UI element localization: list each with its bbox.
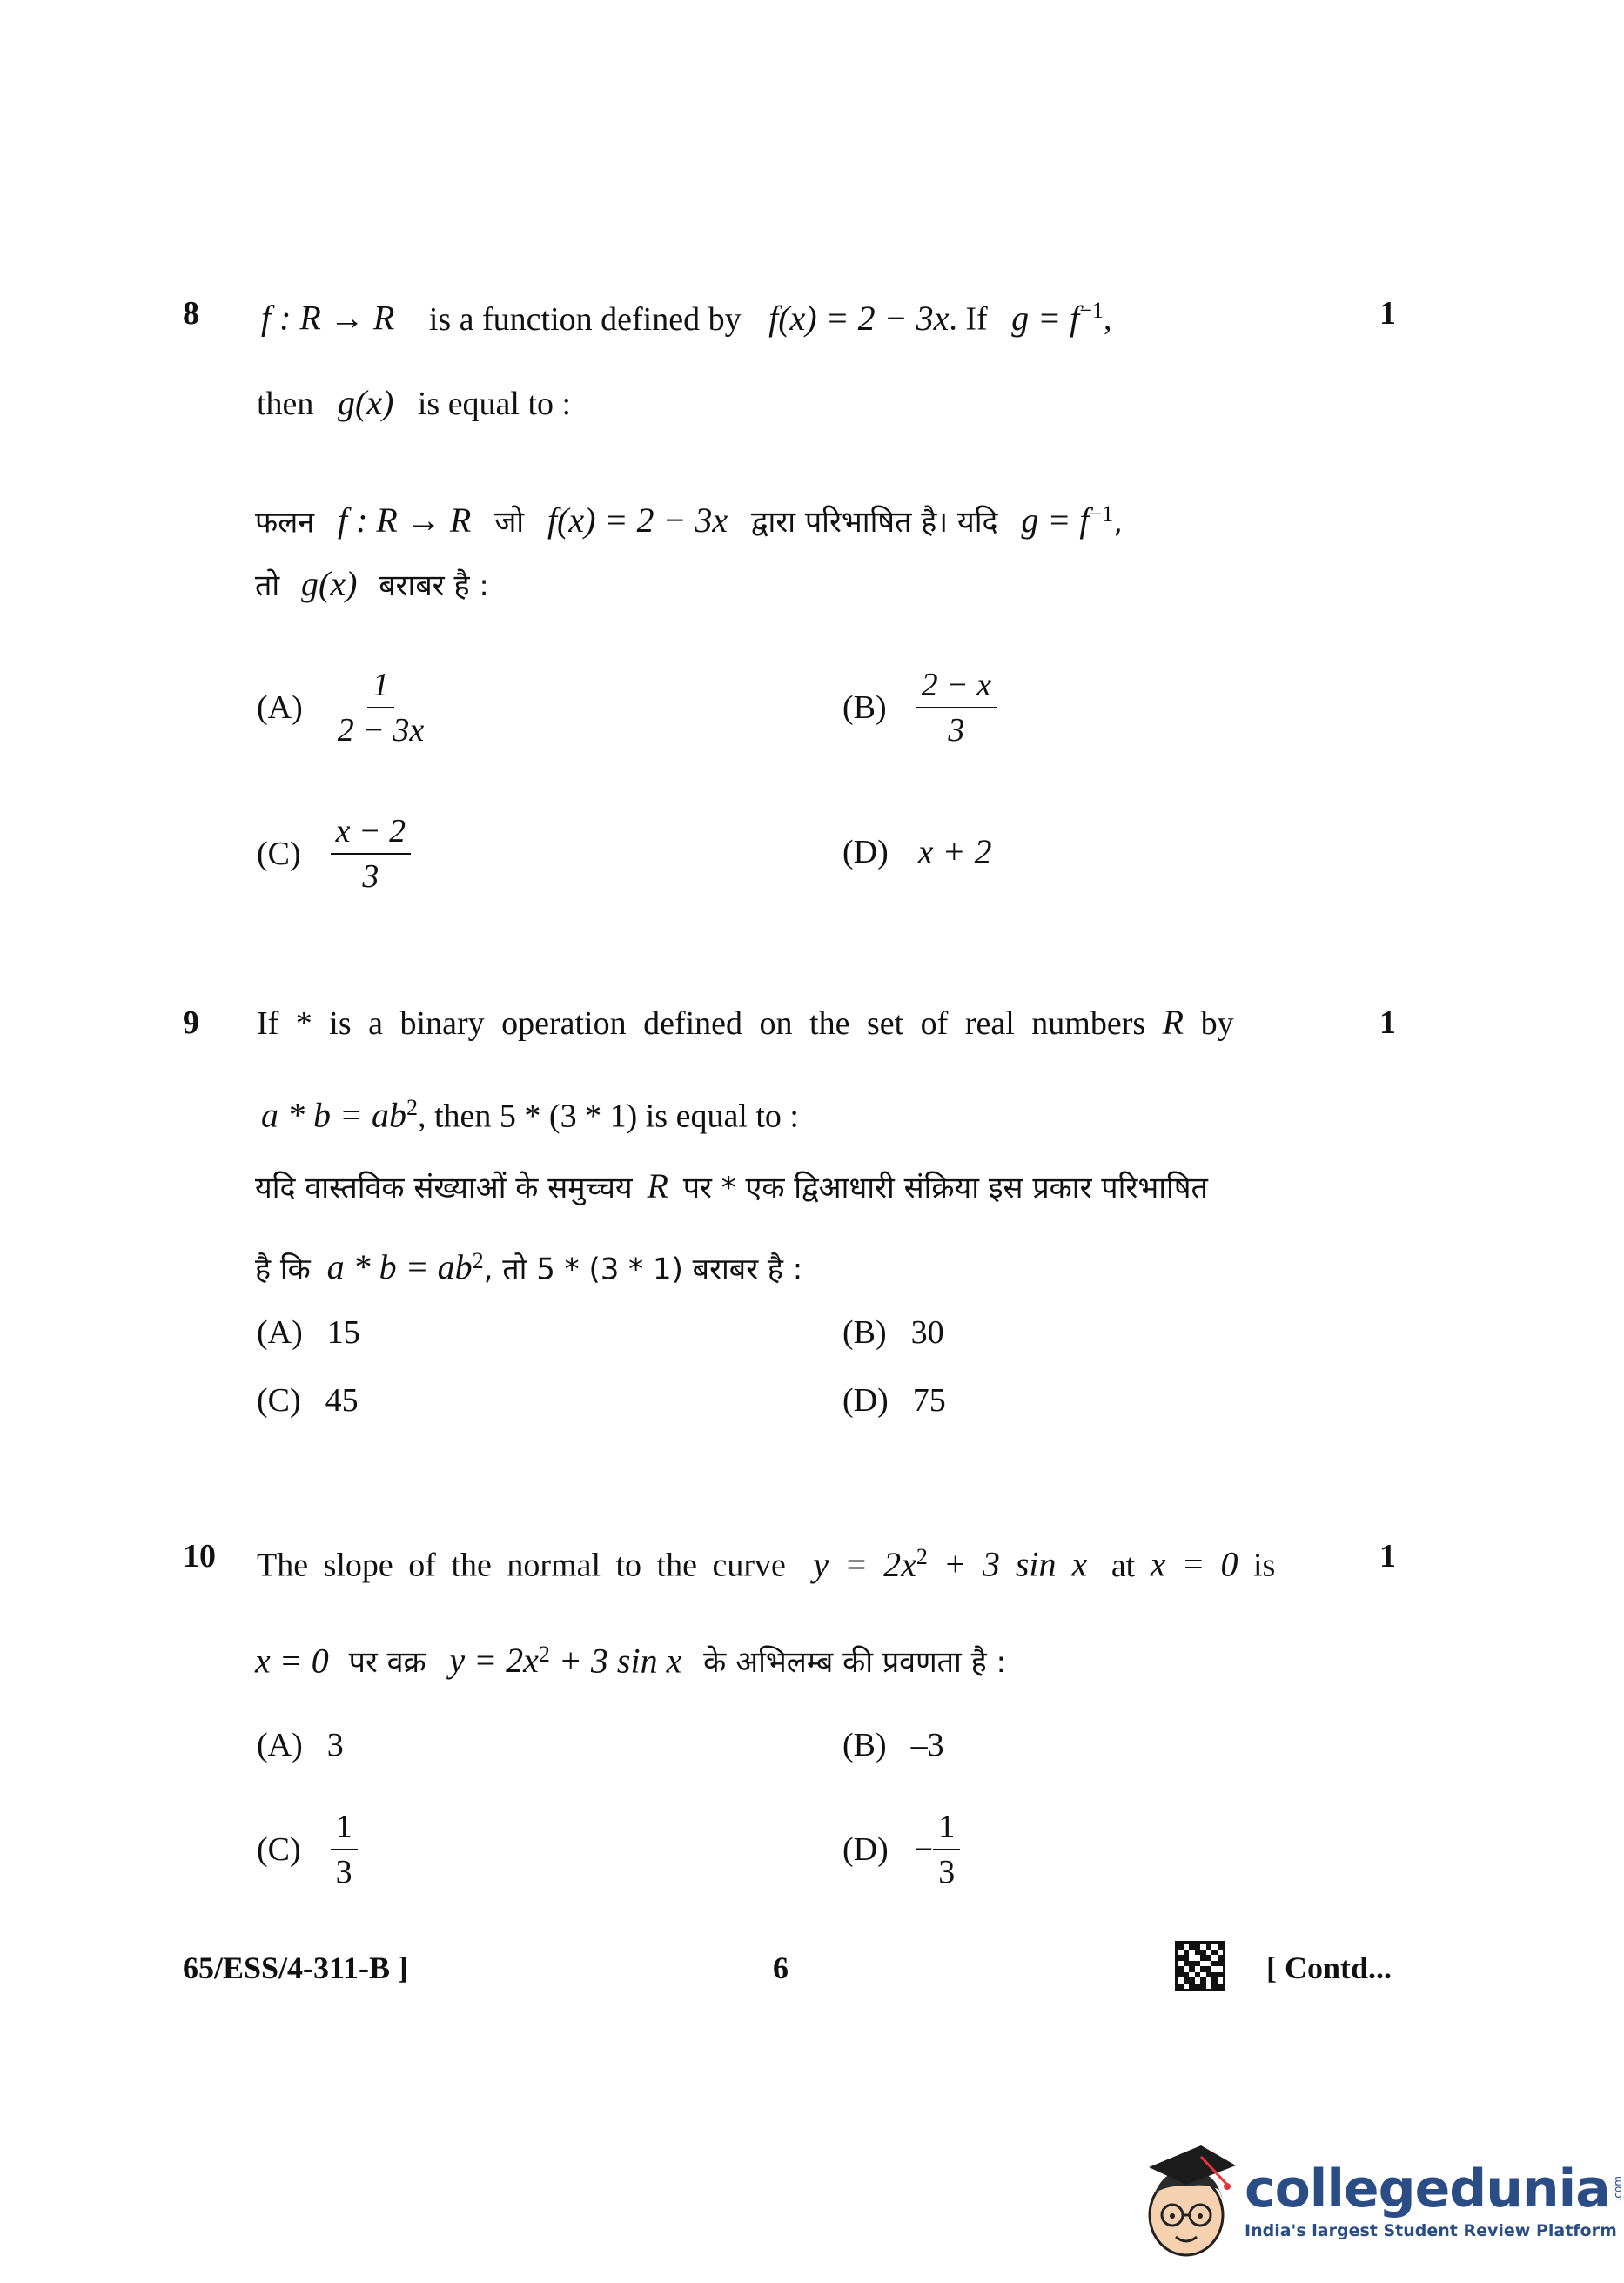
question-number: 8 [183, 295, 199, 332]
question-text-en-line2: then g(x) is equal to : [257, 383, 572, 422]
option-a: (A) $\frac{1}{2 - 3x}$ [257, 663, 429, 752]
question-text-hi-line1: फलन f : R → R जो f(x) = 2 − 3x द्वारा परिभाषित है। यदि $g = f^{-1}$, [255, 500, 1123, 541]
logo-tagline: India's largest Student Review Platform [1245, 2221, 1617, 2240]
page-number: 6 [773, 1951, 789, 1985]
question-number: 9 [183, 1004, 199, 1041]
option-a: (A) 15 [257, 1314, 360, 1351]
option-a: (A) 3 [257, 1727, 344, 1763]
logo-wordmark: collegedunia [1245, 2159, 1610, 2219]
option-b: (B) –3 [842, 1727, 944, 1763]
option-c: (C) $\frac{x - 2}{3}$ [257, 809, 411, 898]
question-marks: 1 [1379, 1538, 1396, 1575]
question-text-en-line2: $a * b = ab^2$, then 5 * (3 * 1) is equal to : [261, 1095, 799, 1135]
option-c: (C) 45 [257, 1382, 359, 1419]
option-b: (B) 30 [842, 1314, 944, 1351]
option-c: (C) $\frac{1}{3}$ [257, 1805, 358, 1894]
question-text-hi-line2: तो g(x) बराबर है : [255, 564, 489, 603]
question-text-en-line1: f : R → R is a function defined by f(x) = 2 − 3x. If $g = f^{-1}$, [261, 298, 1112, 338]
question-text-en-line1: The slope of the normal to the curve $y = 2x^2 + 3$ sin x at x = 0 is [257, 1544, 1276, 1584]
paper-code: 65/ESS/4-311-B ] [183, 1951, 409, 1985]
logo-dotcom: .com [1611, 2176, 1624, 2202]
qr-code-icon [1175, 1941, 1225, 1991]
question-text-hi-line1: x = 0 पर वक्र $y = 2x^2 + 3$ sin x के अभिलम्ब की प्रवणता है : [255, 1641, 1006, 1681]
student-mascot-icon [1136, 2132, 1240, 2263]
question-number: 10 [183, 1538, 216, 1575]
option-d: (D) x + 2 [842, 832, 992, 871]
question-marks: 1 [1379, 1004, 1396, 1041]
question-text-hi-line2: है कि $a * b = ab^2$, तो 5 * (3 * 1) बराबर है : [255, 1247, 803, 1287]
question-marks: 1 [1379, 295, 1396, 332]
continued-note: [ Contd... [1266, 1951, 1392, 1985]
option-b: (B) $\frac{2 - x}{3}$ [842, 663, 997, 752]
option-d: (D) − $\frac{1}{3}$ [842, 1805, 960, 1894]
option-d: (D) 75 [842, 1382, 946, 1419]
question-text-hi-line1: यदि वास्तविक संख्याओं के समुच्चय R पर * एक द्विआधारी संक्रिया इस प्रकार परिभाषित [255, 1166, 1208, 1205]
question-text-en-line1: If * is a binary operation defined on the set of real numbers R by [257, 1003, 1234, 1042]
